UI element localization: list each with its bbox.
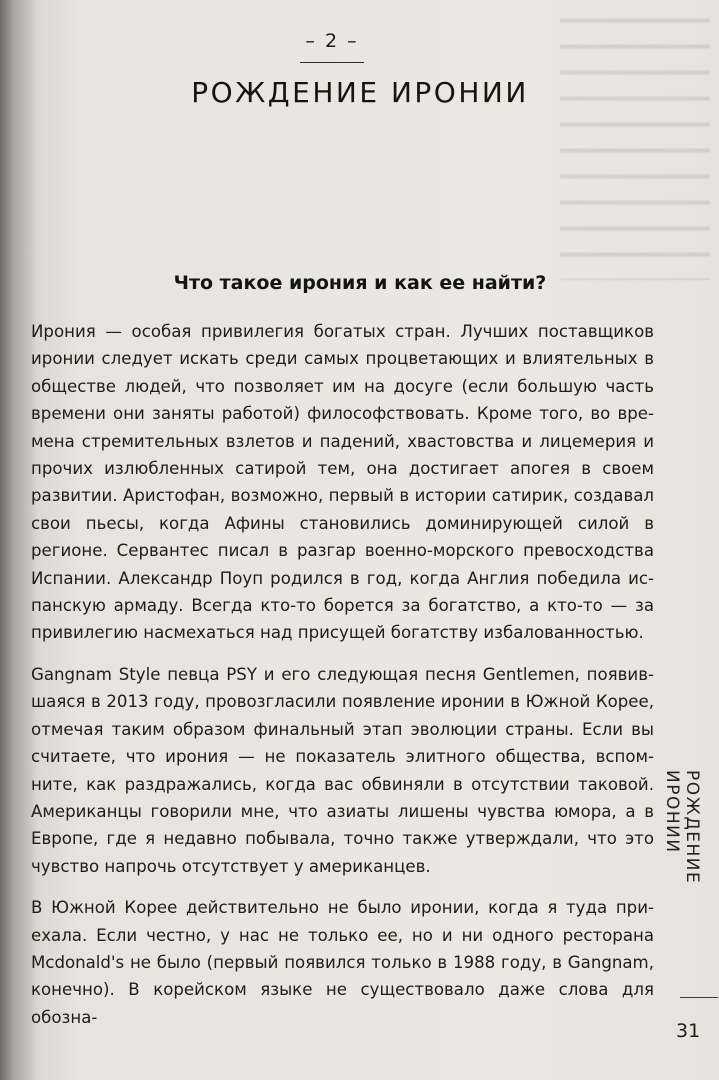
paragraph: В Южной Корее действительно не было иронии, когда я туда приехала. Если честно, у нас не только ее, но и ни одного ресторана Mcdonald's не было (первый появился только в 1988 году, в Gangnam, конечно). В корейском языке не существовало даже слова для обозна- [31,898,654,1027]
chapter-number: – 2 – [305,30,359,52]
chapter-number-block [292,30,372,56]
page-number: 31 [676,1020,701,1042]
section-heading: Что такое ирония и как ее найти? [173,272,547,294]
chapter-underline [300,62,364,63]
paragraph: Gangnam Style певца PSY и его следующая песня Gentlemen, появившаяся в 2013 году, провозгласили появление иронии в Южной Корее, отмечая таким образом финальный этап эволюции страны. Если вы считаете, что ирония — не показатель элитного общества, вспомните, как раздражались, когда вас обвиняли в отсутствии таковой. Американцы говорили мне, что азиаты лишены чувства юмора, а в Европе, где я недавно побывала, точно также утверждали, что это чувство напрочь отсутствует у американцев. [31,664,654,876]
show-through-text [560,0,710,280]
running-title: РОЖДЕНИЕ ИРОНИИ [662,770,702,885]
running-title-rule [680,997,718,998]
body-text [31,318,654,1045]
paragraph: Ирония — особая привилегия богатых стран. Лучших поставщиков иронии следует искать среди самых процветающих и влиятельных в обществе людей, что позволяет им на досуге (если большую часть времени они заняты работой) философствовать. Кроме того, во времена стремительных взлетов и падений, хвастовства и лицемерия и прочих излюбленных сатирой тем, она достигает апогея в своем развитии. Аристофан, возможно, первый в истории сатирик, создавал свои пьесы, когда Афины становились доминирующей силой в регионе. Сервантес писал в разгар военно-морского превосходства Испании. Александр Поуп родился в год, когда Англия победила испанскую армаду. Всегда кто-то борется за богатство, а кто-то — за привилегию насмехаться над присущей богатству избалованностью. [31,322,654,643]
chapter-title: РОЖДЕНИЕ ИРОНИИ [191,76,529,109]
